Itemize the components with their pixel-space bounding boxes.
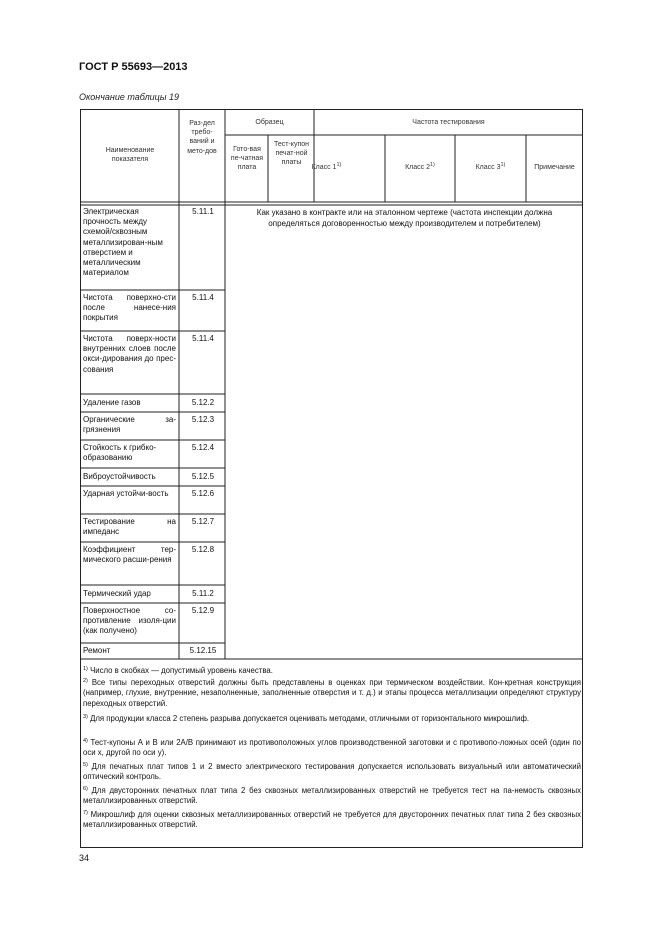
header-class1-footnote-mark: 1) — [336, 162, 342, 168]
merged-frequency-note: Как указано в контракте или на эталонном чертеже (частота инспекции должна определяться договоренностью между производителем и потребителем) — [256, 208, 553, 228]
row-section: 5.11.1 — [192, 207, 214, 216]
header-class3-label: Класс 3 — [475, 164, 501, 171]
row-section: 5.12.6 — [191, 489, 215, 498]
row-name: Ударная устойчи-вость — [83, 489, 169, 498]
row-section: 5.12.9 — [191, 606, 215, 615]
row-section: 5.12.7 — [191, 517, 215, 526]
header-class1-label: Класс 1 — [311, 164, 337, 171]
row-name: Поверхностное со-противление изоля-ции (как получено) — [83, 606, 176, 636]
footnote — [83, 738, 581, 759]
footnote — [83, 786, 581, 807]
footnote-mark: 2) — [83, 678, 88, 684]
footnote — [83, 678, 581, 709]
row-section: 5.12.5 — [191, 472, 215, 481]
row-section: 5.12.3 — [191, 415, 215, 424]
row-section: 5.11.2 — [192, 589, 214, 598]
footnote-text: Для печатных плат типов 1 и 2 вместо электрического тестирования допускается использовать визуальный или автоматический оптический контроль. — [83, 762, 581, 782]
header-frequency: Частота тестирования — [412, 119, 485, 126]
footnote — [83, 762, 581, 783]
row-section: 5.12.4 — [191, 443, 215, 452]
row-name: Виброустойчивость — [83, 472, 156, 481]
row-name: Электрическая прочность между схемой/сквозным металлизирован-ным отверстием и металлическим материалом — [83, 207, 163, 278]
footnote-mark: 7) — [83, 810, 88, 816]
row-name: Чистота поверх-ности внутренних слоев после окси-дирования до прес-сования — [83, 334, 176, 374]
table-caption: Окончание таблицы 19 — [79, 92, 179, 102]
header-sample-finished: Гото-вая пе-чатная плата — [230, 146, 264, 172]
footnote-text: Для двусторонних печатных плат типа 2 без сквозных металлизированных отверстий не требуется тест на па-немость сквозных металлизированных отверстий. — [83, 786, 581, 806]
footnote-text: Все типы переходных отверстий должны быть представлены в оценках при термическом воздействии. Кон-кретная конструкция (например, глухие, внутренние, незаполненные, заполненные отверстия и т. д.) и этапы процесса металлизации определяют структуру переходных отверстий. — [83, 678, 581, 708]
header-sample: Образец — [255, 119, 284, 126]
header-class1 — [268, 163, 385, 172]
footnote — [83, 714, 581, 724]
footnote — [83, 666, 581, 676]
footnote-mark: 4) — [83, 738, 88, 744]
row-name: Коэффициент тер-мического расши-рения — [83, 545, 176, 565]
header-class3-footnote-mark: 1) — [500, 162, 506, 168]
header-name: Наименование показателя — [105, 147, 155, 164]
row-section: 5.12.15 — [189, 646, 217, 655]
row-section: 5.12.8 — [191, 545, 215, 554]
footnote-mark: 6) — [83, 786, 88, 792]
page-number: 34 — [79, 853, 90, 863]
row-name: Чистота поверхно-сти после нанесе-ния покрытия — [83, 293, 176, 323]
header-note: Примечание — [534, 164, 575, 171]
footnote-text: Число в скобках — допустимый уровень качества. — [90, 666, 273, 675]
footnote-text: Для продукции класса 2 степень разрыва допускается оценивать методами, отличными от горизонтального микрошлиф. — [90, 714, 530, 723]
document-title: ГОСТ Р 55693—2013 — [79, 61, 188, 73]
table-19 — [80, 109, 583, 848]
row-name: Стойкость к грибко-образованию — [83, 443, 157, 463]
row-section: 5.11.4 — [192, 334, 214, 343]
row-name: Ремонт — [83, 646, 111, 655]
header-class3 — [455, 163, 526, 172]
row-name: Органические за-грязнения — [83, 415, 176, 435]
header-class2 — [385, 163, 455, 172]
row-section: 5.12.2 — [191, 398, 215, 407]
footnote — [83, 810, 581, 831]
row-name: Удаление газов — [83, 398, 141, 407]
header-section: Раз-дел требо-ваний и мето-дов — [187, 120, 217, 155]
header-class2-footnote-mark: 1) — [430, 162, 435, 168]
row-name: Термический удар — [83, 589, 151, 598]
footnote-text: Тест-купоны А и В или 2А/В принимают из противоположных углов производственной заготовки и с противопо-ложных осей (один по оси х, другой по оси у). — [83, 738, 582, 758]
footnote-mark: 5) — [83, 762, 88, 768]
header-sample-coupon: Тест-купон печат-ной платы — [273, 141, 309, 167]
footnote-text: Микрошлиф для оценки сквозных металлизированных отверстий не требуется для двусторонних печатных плат типа 2 без сквозных металлизированных отверстий. — [83, 810, 581, 830]
footnote-mark: 3) — [83, 714, 88, 720]
row-section: 5.11.4 — [192, 293, 214, 302]
header-class2-label: Класс 2 — [405, 164, 430, 171]
row-name: Тестирование на импеданс — [83, 517, 176, 537]
footnote-mark: 1) — [83, 666, 88, 672]
